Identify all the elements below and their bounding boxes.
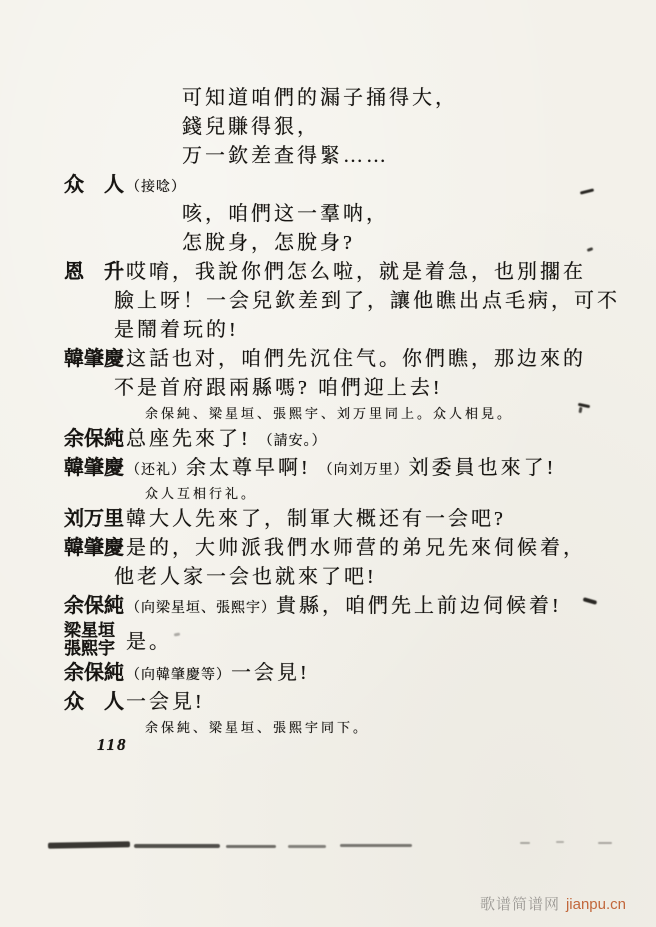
scan-smudge bbox=[134, 844, 220, 848]
script-line bbox=[64, 84, 636, 113]
script-line bbox=[64, 171, 636, 200]
speaker-name: 韓肇慶 bbox=[64, 348, 124, 370]
dialogue-text bbox=[126, 534, 586, 563]
text-segment: 总座先來了! bbox=[126, 428, 259, 450]
dialogue-text bbox=[126, 688, 205, 717]
script-line bbox=[64, 563, 636, 592]
script-line bbox=[64, 621, 636, 659]
stage-direction-line bbox=[64, 483, 636, 505]
text-segment: 他老人家一会也就來了吧! bbox=[114, 566, 377, 588]
speaker-name: 余保純 bbox=[64, 595, 124, 617]
script-line bbox=[64, 374, 636, 403]
script-line bbox=[64, 258, 636, 287]
text-segment: 是鬧着玩的! bbox=[114, 319, 239, 341]
text-segment: 哎唷，我說你們怎么啦，就是着急，也別擱在 bbox=[126, 261, 586, 283]
scan-smudge bbox=[340, 844, 412, 847]
text-segment: 怎脫身，怎脫身? bbox=[182, 232, 355, 254]
text-segment: 一会見! bbox=[126, 691, 205, 713]
scan-smudge bbox=[288, 845, 326, 848]
stage-direction-text bbox=[145, 486, 257, 501]
inline-stage-note: （向梁星垣、張熙宇） bbox=[126, 601, 276, 616]
script-text-area bbox=[64, 84, 636, 739]
text-segment: 臉上呀！一会兒欽差到了，讓他瞧出点毛病，可不 bbox=[114, 290, 620, 312]
watermark bbox=[480, 893, 626, 914]
dialogue-text bbox=[114, 377, 443, 399]
script-line bbox=[64, 592, 636, 621]
speaker-name: 韓肇慶 bbox=[64, 457, 124, 479]
script-line bbox=[64, 534, 636, 563]
dialogue-text bbox=[114, 566, 377, 588]
script-line bbox=[64, 142, 636, 171]
text-segment: 刘委員也來了! bbox=[408, 457, 557, 479]
dialogue-text bbox=[126, 592, 562, 621]
scan-smudge bbox=[598, 842, 612, 844]
script-line bbox=[64, 425, 636, 454]
text-segment: 余保純、梁星垣、張熙宇、刘万里同上。众人相見。 bbox=[145, 406, 514, 421]
dialogue-text bbox=[182, 116, 320, 138]
script-line bbox=[64, 229, 636, 258]
text-segment: 咳，咱們这一羣呐， bbox=[182, 203, 389, 225]
text-segment: 韓大人先來了，制軍大概还有一会吧? bbox=[126, 508, 506, 530]
scan-smudge bbox=[520, 842, 530, 844]
inline-stage-note: （向韓肇慶等） bbox=[126, 668, 231, 683]
text-segment: 是。 bbox=[126, 630, 172, 653]
stage-direction-line bbox=[64, 717, 636, 739]
dialogue-text bbox=[126, 171, 186, 200]
script-line bbox=[64, 688, 636, 717]
script-line bbox=[64, 316, 636, 345]
watermark-site-name: 歌谱简谱网 bbox=[479, 896, 560, 913]
text-segment: 这話也对，咱們先沉住气。你們瞧，那边來的 bbox=[126, 348, 586, 370]
dialogue-text bbox=[126, 454, 556, 483]
text-segment: 余保純、梁星垣、張熙宇同下。 bbox=[145, 720, 370, 735]
stage-direction-text bbox=[145, 720, 369, 735]
dialogue-text bbox=[126, 659, 310, 688]
stage-direction-line bbox=[64, 403, 636, 425]
dialogue-text bbox=[126, 258, 586, 287]
speaker-name: 梁星垣 bbox=[64, 621, 115, 640]
script-line bbox=[64, 454, 636, 483]
dialogue-text bbox=[114, 290, 620, 312]
inline-stage-note: （还礼） bbox=[126, 463, 186, 478]
speaker-name: 張熙宇 bbox=[64, 639, 115, 658]
script-line bbox=[64, 505, 636, 534]
speaker-names-stacked bbox=[64, 622, 126, 658]
stage-direction-text bbox=[145, 406, 513, 421]
script-line bbox=[64, 287, 636, 316]
script-line bbox=[64, 345, 636, 374]
dialogue-text bbox=[126, 624, 172, 657]
scan-smudge bbox=[226, 845, 276, 848]
text-segment: 是的，大帅派我們水师营的弟兄先來伺候着， bbox=[126, 537, 586, 559]
dialogue-text bbox=[126, 505, 506, 534]
speaker-name: 众 人 bbox=[64, 174, 124, 196]
text-segment: 一会見! bbox=[231, 662, 310, 684]
dialogue-text bbox=[126, 425, 327, 454]
speaker-name: 余保純 bbox=[64, 428, 124, 450]
scan-smudge bbox=[556, 841, 564, 843]
speaker-name: 余保純 bbox=[64, 662, 124, 684]
dialogue-text bbox=[182, 232, 355, 254]
script-line bbox=[64, 113, 636, 142]
speaker-name: 众 人 bbox=[64, 691, 124, 713]
dialogue-text bbox=[182, 87, 458, 109]
script-line bbox=[64, 659, 636, 688]
watermark-domain: jianpu.cn bbox=[565, 896, 626, 913]
speaker-name: 刘万里 bbox=[64, 508, 124, 530]
text-segment: 不是首府跟兩縣嗎? 咱們迎上去! bbox=[114, 377, 443, 399]
dialogue-text bbox=[182, 145, 389, 167]
inline-stage-note: （向刘万里） bbox=[318, 463, 409, 478]
page-number: 118 bbox=[97, 735, 128, 754]
inline-stage-note: （接唸） bbox=[126, 180, 186, 195]
text-segment: 众人互相行礼。 bbox=[145, 486, 258, 501]
text-segment: 錢兒賺得狠， bbox=[182, 116, 320, 138]
inline-stage-note: （請安。） bbox=[258, 434, 327, 449]
scan-smudge bbox=[48, 841, 130, 848]
text-segment: 余太尊早啊! bbox=[186, 457, 319, 479]
dialogue-text bbox=[182, 203, 389, 225]
speaker-name: 韓肇慶 bbox=[64, 537, 124, 559]
text-segment: 万一欽差查得緊…… bbox=[182, 145, 389, 167]
dialogue-text bbox=[114, 319, 239, 341]
script-line bbox=[64, 200, 636, 229]
text-segment: 貴縣，咱們先上前边伺候着! bbox=[276, 595, 562, 617]
text-segment: 可知道咱們的漏子捅得大， bbox=[182, 87, 458, 109]
dialogue-text bbox=[126, 345, 586, 374]
speaker-name: 恩 升 bbox=[64, 261, 124, 283]
